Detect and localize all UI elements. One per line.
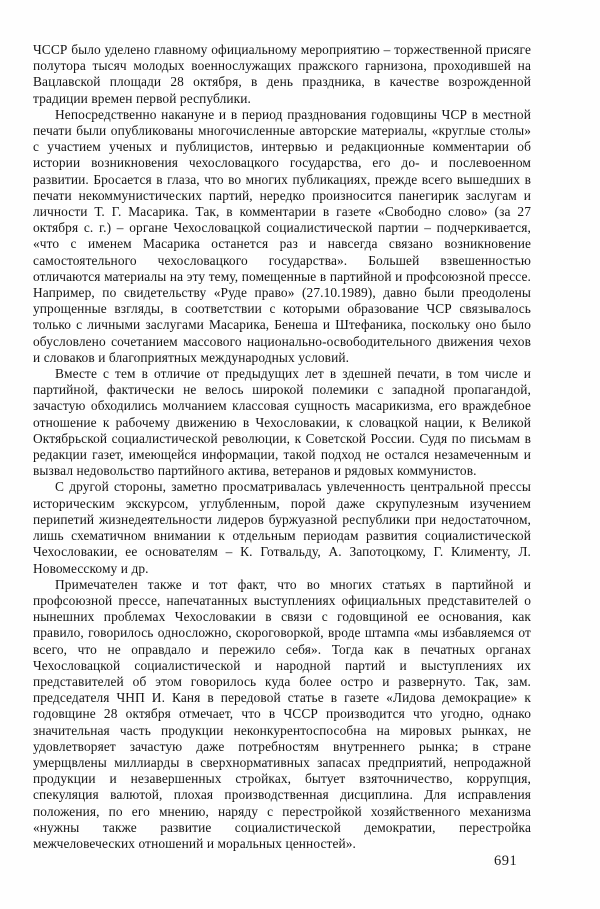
text-block: [33, 42, 531, 852]
paragraph: Вместе с тем в отличие от предыдущих лет в здешней печати, в том числе и партийной, фактически не велось широкой полемики с западной пропагандой, зачастую обходились молчанием классовая сущность масарикизма, его враждебное отношение к рабочему движению в Чехословакии, к словацкой нации, к Великой Октябрьской социалистической революции, к Советской России. Судя по письмам в редакции газет, имеющейся информации, такой подход не остался незамеченным и вызвал недовольство партийного актива, ветеранов и рядовых коммунистов.: [33, 366, 531, 479]
page-number: 691: [494, 853, 518, 869]
paragraph: С другой стороны, заметно просматривалась увлеченность центральной прессы историческим экскурсом, углубленным, порой даже скрупулезным изучением перипетий жизнедеятельности лидеров буржуазной республики при недостаточном, лишь схематичном внимании к отдельным периодам развития социалистической Чехословакии, ее основателям – К. Готвальду, А. Запотоцкому, Г. Клименту, Л. Новомесскому и др.: [33, 479, 531, 576]
paragraph: ЧССР было уделено главному официальному мероприятию – торжественной присяге полутора тысяч молодых военнослужащих пражского гарнизона, проходившей на Вацлавской площади 28 октября, в день праздника, в качестве возрожденной традиции времен первой республики.: [33, 42, 531, 106]
paragraph: Примечателен также и тот факт, что во многих статьях в партийной и профсоюзной прессе, напечатанных выступлениях официальных представителей о нынешних проблемах Чехословакии в связи с годовщиной ее основания, как правило, говорилось односложно, скороговоркой, вроде штампа «мы избавляемся от всего, что не оправдало и пережило себя». Тогда как в печатных органах Чехословацкой социалистической и народной партий и выступлениях их представителей об этом говорилось куда более остро и развернуто. Так, зам. председателя ЧНП И. Каня в передовой статье в газете «Лидова демокрацие» к годовщине 28 октября отмечает, что в ЧССР производится что угодно, однако значительная часть продукции неконкурентоспособна на мировых рынках, не удовлетворяет зачастую даже потребностям внутреннего рынка; в стране умерщвлены миллиарды в сверхнормативных запасах предприятий, непродажной продукции и незавершенных стройках, бытует взяточничество, коррупция, спекуляция валютой, плохая производственная дисциплина. Для исправления положения, по его мнению, наряду с перестройкой хозяйственного механизма «нужны также развитие социалистической демократии, перестройка межчеловеческих отношений и моральных ценностей».: [33, 576, 531, 851]
paragraph: Непосредственно накануне и в период празднования годовщины ЧСР в местной печати были опубликованы многочисленные авторские материалы, «круглые столы» с участием ученых и публицистов, интервью и редакционные комментарии об истории возникновения чехословацкого государства, его до- и послевоенном развитии. Бросается в глаза, что во многих публикациях, прежде всего вышедших в печати некоммунистических партий, нередко произносится панегирик заслугам и личности Т. Г. Масарика. Так, в комментарии в газете «Свободно слово» (за 27 октября с. г.) – органе Чехословацкой социалистической партии – подчеркивается, «что с именем Масарика останется раз и навсегда связано возникновение самостоятельного чехословацкого государства». Большей взвешенностью отличаются материалы на эту тему, помещенные в партийной и профсоюзной прессе. Например, по свидетельству «Руде право» (27.10.1989), давно были преодолены упрощенные взгляды, в соответствии с которыми образование ЧСР связывалось только с личными заслугами Масарика, Бенеша и Штефаника, поскольку оно было обусловлено сочетанием массового национально-освободительного движения чехов и словаков и благоприятных международных условий.: [33, 106, 531, 365]
